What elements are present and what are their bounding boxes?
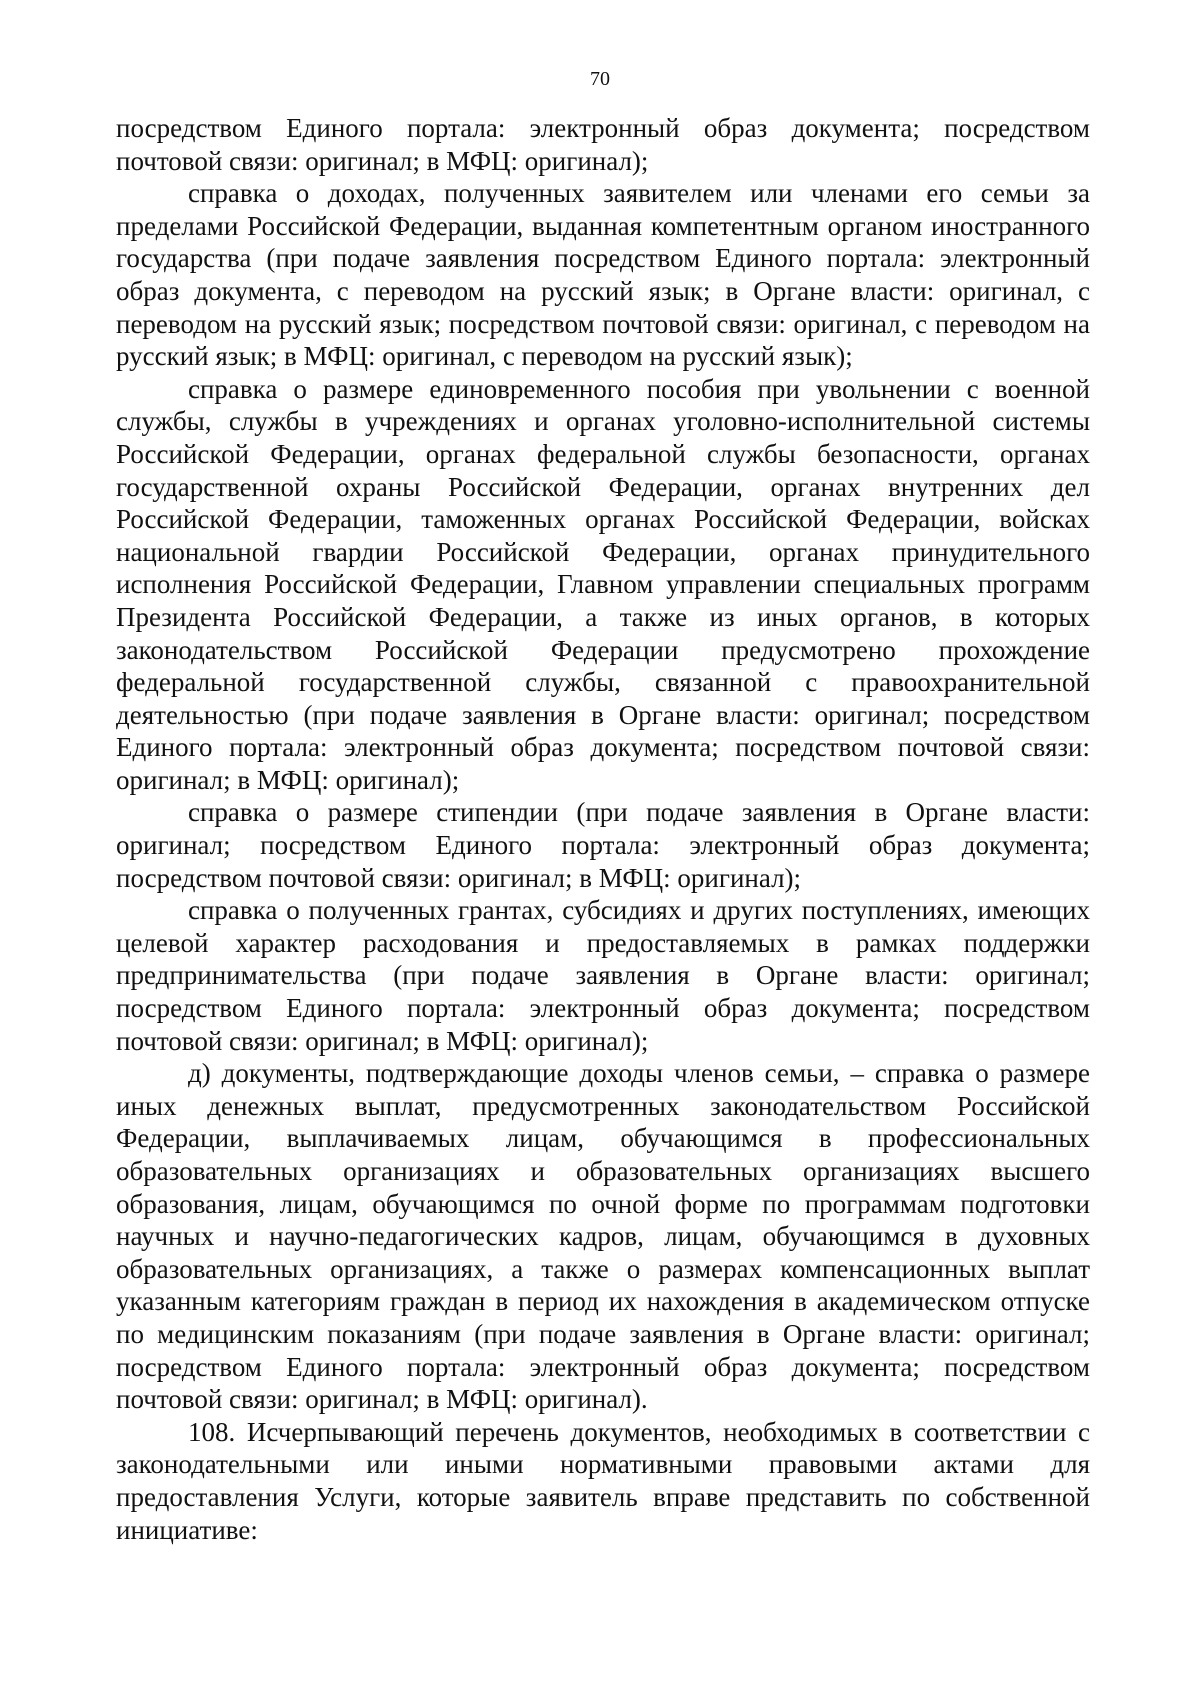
page-number: 70	[590, 68, 610, 90]
paragraph-family-income-documents: д) документы, подтверждающие доходы членов семьи, – справка о размере иных денежных выплат, предусмотренных законодательством Российской Федерации, выплачиваемых лицам, обучающимся в профессиональных образовательных организациях и образовательных организациях высшего образования, лицам, обучающимся по очной форме по программам подготовки научных и научно-педагогических кадров, лицам, обучающимся в духовных образовательных организациях, а также о размерах компенсационных выплат указанным категориям граждан в период их нахождения в академическом отпуске по медицинским показаниям (при подаче заявления в Органе власти: оригинал; посредством Единого портала: электронный образ документа; посредством почтовой связи: оригинал; в МФЦ: оригинал).	[116, 1058, 1090, 1415]
paragraph-108-document-list: 108. Исчерпывающий перечень документов, необходимых в соответствии с законодательными или иными нормативными правовыми актами для предоставления Услуги, которые заявитель вправе представить по собственной инициативе:	[116, 1416, 1090, 1545]
paragraph-severance-allowance-certificate: справка о размере единовременного пособия при увольнении с военной службы, службы в учреждениях и органах уголовно-исполнительной системы Российской Федерации, органах федеральной службы безопасности, органах государственной охраны Российской Федерации, органах внутренних дел Российской Федерации, таможенных органах Российской Федерации, войсках национальной гвардии Российской Федерации, органах принудительного исполнения Российской Федерации, Главном управлении специальных программ Президента Российской Федерации, а также из иных органов, в которых законодательством Российской Федерации предусмотрено прохождение федеральной государственной службы, связанной с правоохранительной деятельностью (при подаче заявления в Органе власти: оригинал; посредством Единого портала: электронный образ документа; посредством почтовой связи: оригинал; в МФЦ: оригинал);	[116, 373, 1090, 795]
paragraph-continuation: посредством Единого портала: электронный образ документа; посредством почтовой связи: оригинал; в МФЦ: оригинал);	[116, 113, 1090, 176]
paragraph-grants-certificate: справка о полученных грантах, субсидиях и других поступлениях, имеющих целевой характер расходования и предоставляемых в рамках поддержки предпринимательства (при подаче заявления в Органе власти: оригинал; посредством Единого портала: электронный образ документа; посредством почтовой связи: оригинал; в МФЦ: оригинал);	[116, 895, 1090, 1056]
paragraph-foreign-income-certificate: справка о доходах, полученных заявителем или членами его семьи за пределами Российской Федерации, выданная компетентным органом иностранного государства (при подаче заявления посредством Единого портала: электронный образ документа, с переводом на русский язык; в Органе власти: оригинал, с переводом на русский язык; посредством почтовой связи: оригинал, с переводом на русский язык; в МФЦ: оригинал, с переводом на русский язык);	[116, 178, 1090, 372]
document-body	[116, 112, 1090, 1546]
paragraph-stipend-certificate: справка о размере стипендии (при подаче заявления в Органе власти: оригинал; посредством Единого портала: электронный образ документа; посредством почтовой связи: оригинал; в МФЦ: оригинал);	[116, 797, 1090, 893]
